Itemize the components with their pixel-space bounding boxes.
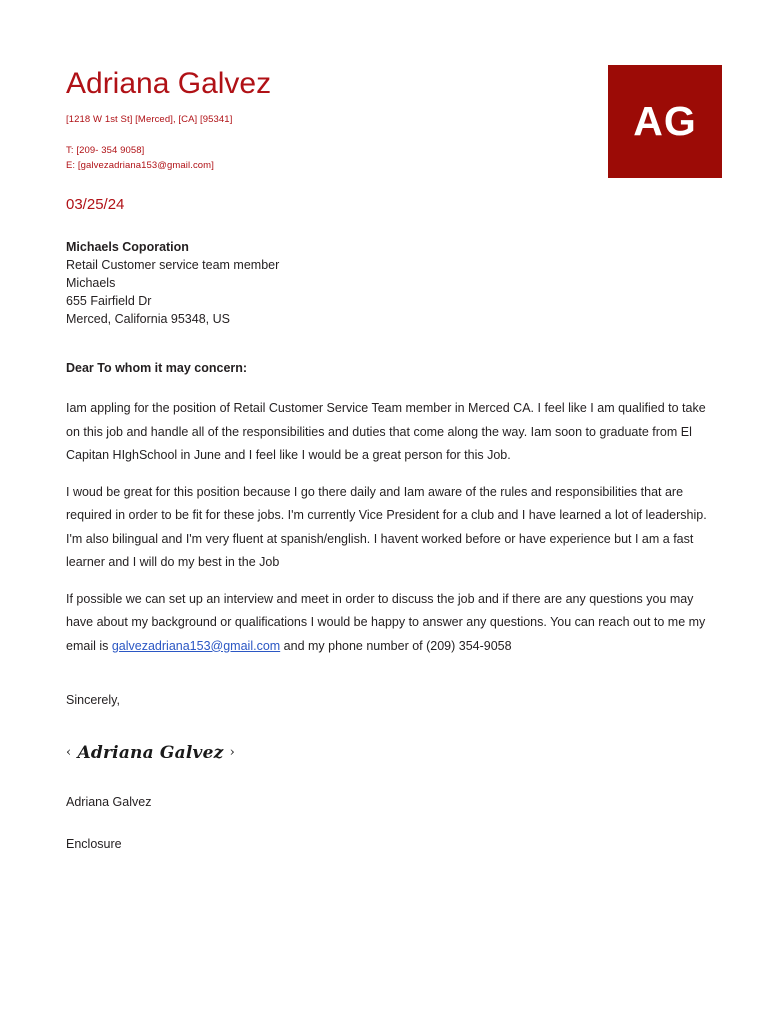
letter-body: [66, 359, 714, 658]
paragraph-3-text-after: and my phone number of (209) 354-9058: [280, 638, 512, 653]
sender-email: E: [galvezadriana153@gmail.com]: [66, 160, 214, 171]
paragraph-3-text-before: If possible we can set up an interview and meet in order to discuss the job and if there are any questions you may have about my background or qualifications I would be happy to answer any questions. You can reach out to me my email is: [66, 591, 706, 653]
signature-name: Adriana Galvez: [77, 743, 224, 763]
enclosure-note: Enclosure: [66, 837, 122, 851]
paragraph-3: [66, 588, 714, 659]
email-hyperlink[interactable]: galvezadriana153@gmail.com: [111, 638, 281, 653]
letter-date: 03/25/24: [66, 196, 125, 213]
closing-block: [66, 691, 466, 853]
closing-salutation: Sincerely,: [66, 693, 120, 707]
sender-phone: T: [209- 354 9058]: [66, 145, 145, 156]
paragraph-1: Iam appling for the position of Retail Customer Service Team member in Merced CA. I feel like I am qualified to take on this job and handle all of the responsibilities and duties that come along the way. Iam soon to graduate from El Capitan HIghSchool in June and I feel like I would be a great person for this Job.: [66, 401, 706, 462]
monogram-initials: AG: [633, 98, 697, 144]
page-title: Adriana Galvez: [66, 67, 272, 100]
handwritten-signature: [66, 741, 466, 765]
monogram-logo: [608, 65, 722, 178]
salutation: Dear To whom it may concern:: [66, 361, 248, 375]
recipient-block: [66, 238, 466, 328]
paragraph-2: I woud be great for this position because I go there daily and Iam aware of the rules and responsibilities that are required in order to be fit for these jobs. I'm currently Vice President for a club and I have learned a lot of leadership. I'm also bilingual and I'm very fluent at spanish/english. I havent worked before or have experience but I am a fast learner and I will do my best in the Job: [66, 484, 707, 569]
sender-address: [1218 W 1st St] [Merced], [CA] [95341]: [66, 114, 233, 125]
recipient-city-state-zip: Merced, California 95348, US: [66, 312, 230, 326]
recipient-brand: Michaels: [66, 276, 116, 290]
signature-open-bracket: ‹: [66, 745, 72, 760]
signer-printed-name: Adriana Galvez: [66, 795, 152, 809]
recipient-position: Retail Customer service team member: [66, 258, 280, 272]
recipient-company: Michaels Coporation: [66, 240, 189, 254]
recipient-street: 655 Fairfield Dr: [66, 294, 152, 308]
signature-close-bracket: ›: [229, 745, 236, 760]
